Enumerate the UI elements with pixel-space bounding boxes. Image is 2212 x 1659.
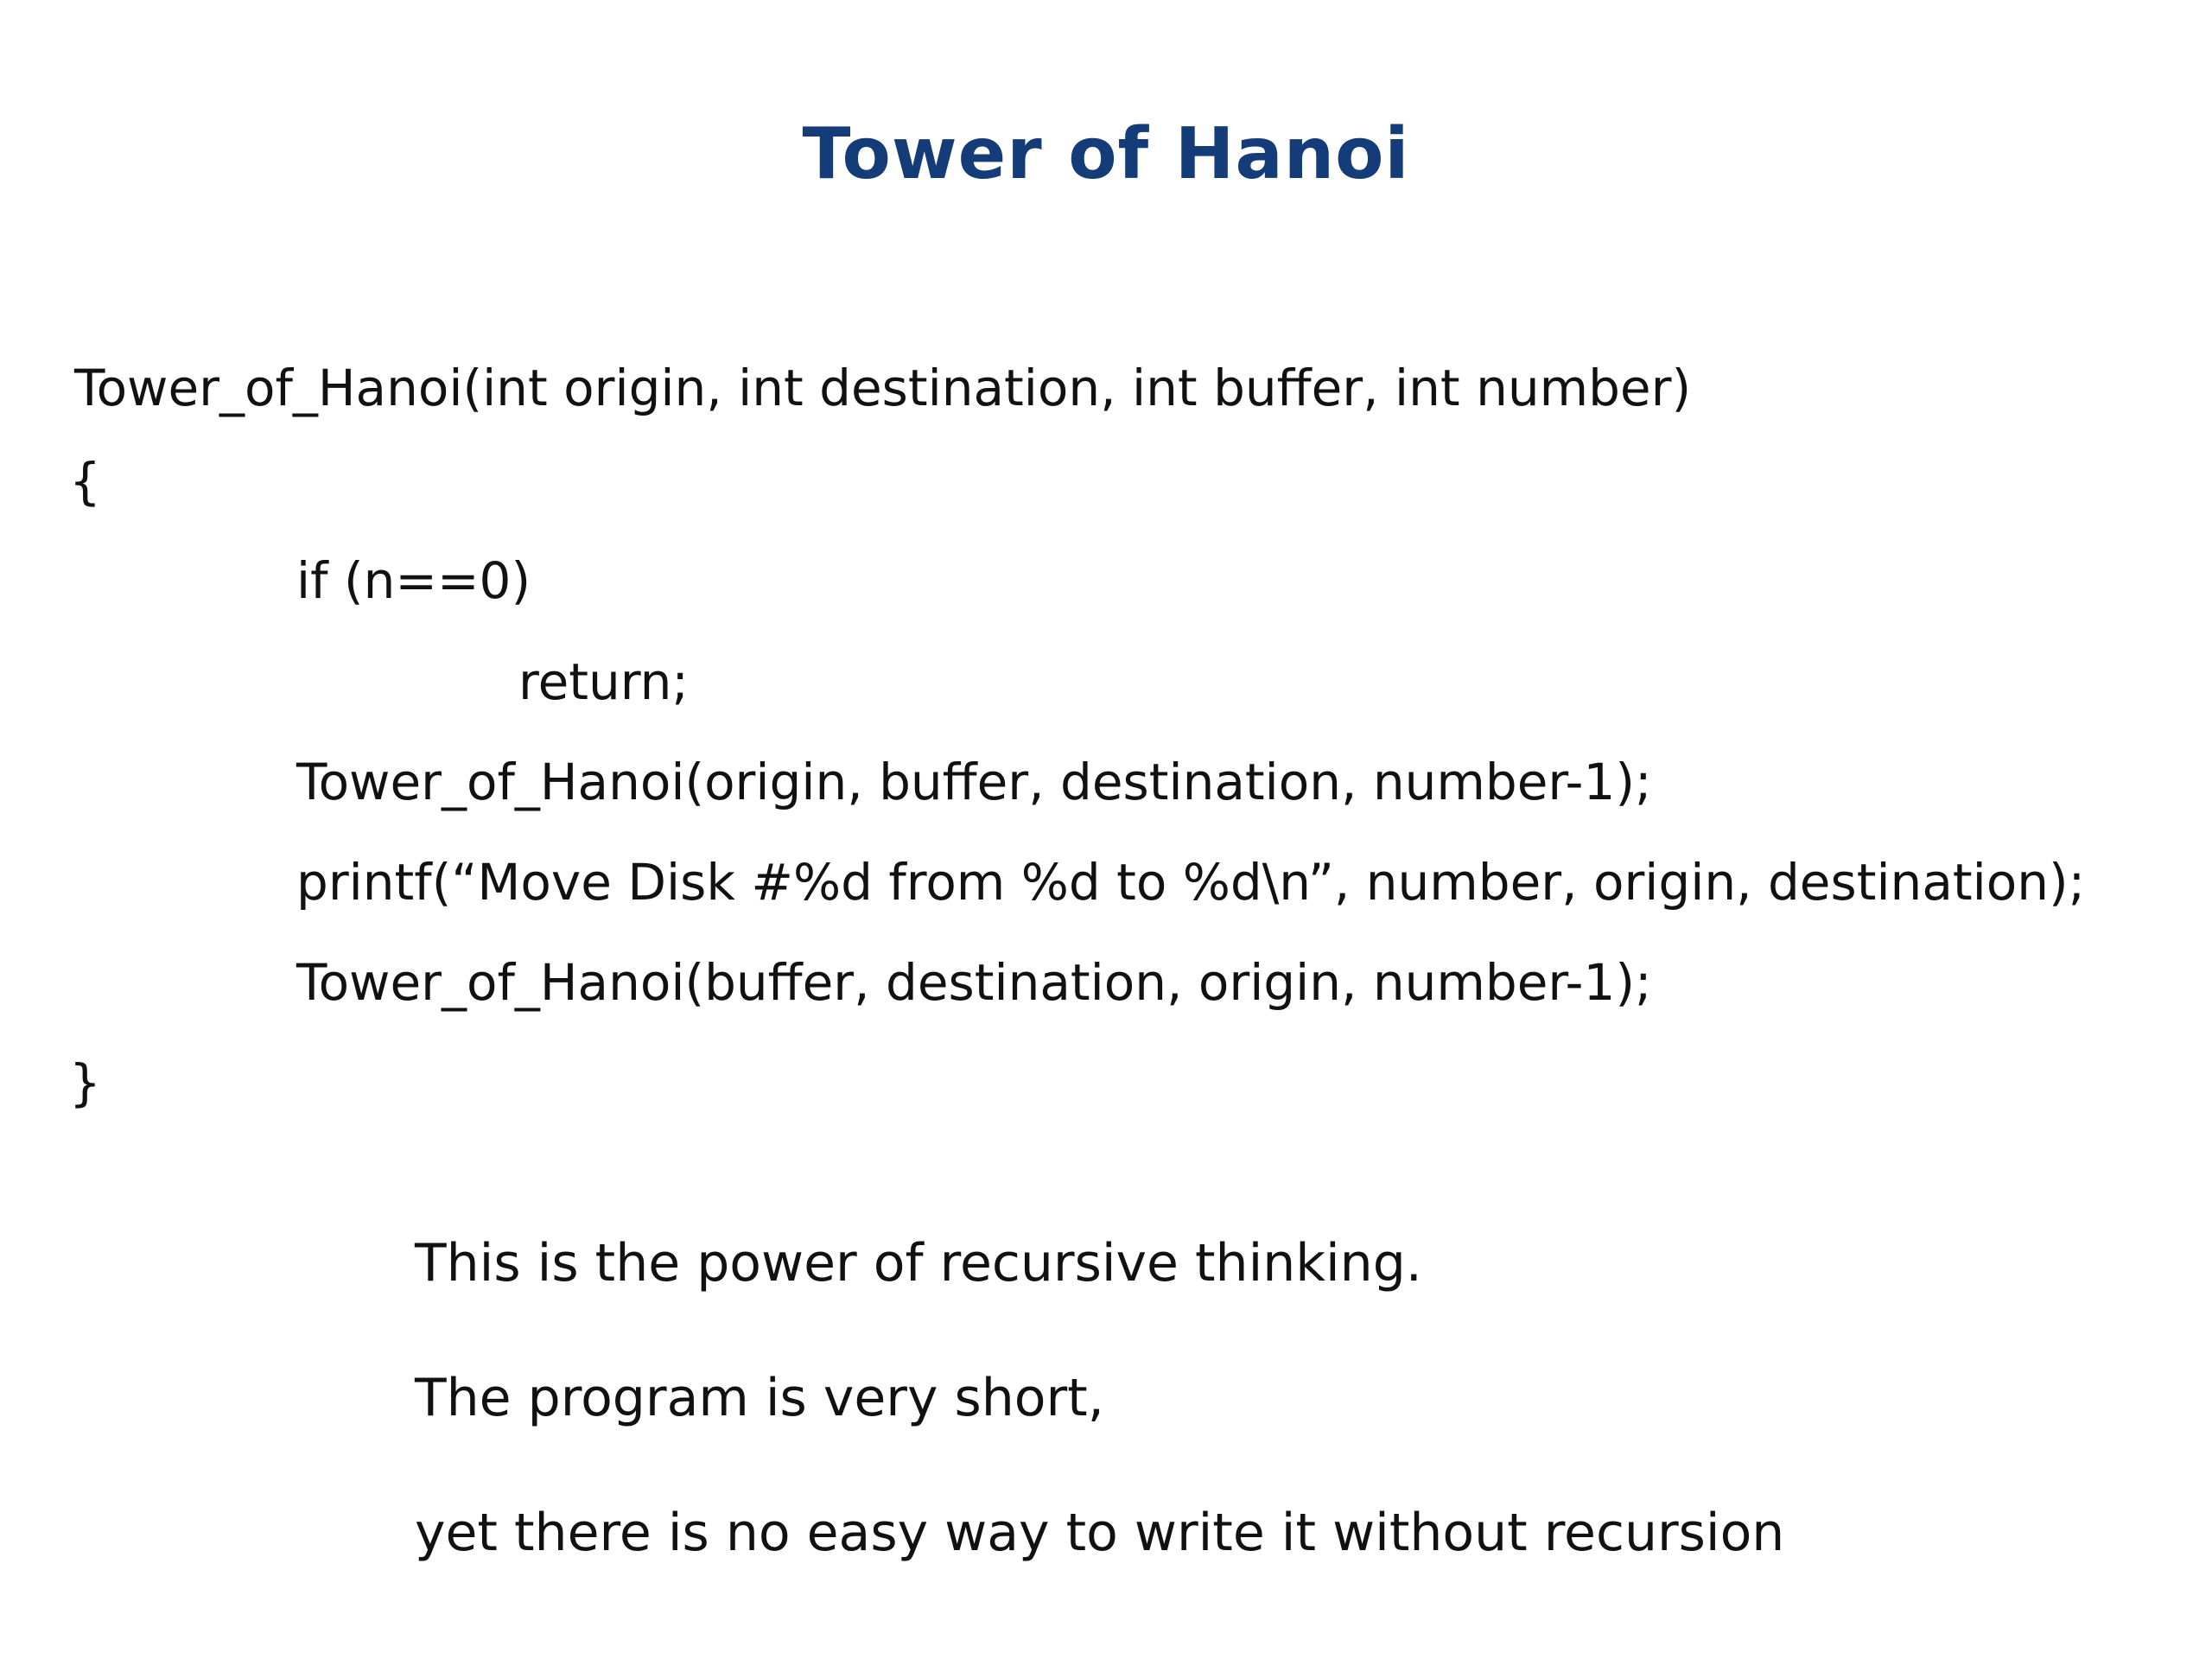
slide-title: Tower of Hanoi (802, 113, 1410, 195)
code-line-open-brace: { (69, 452, 101, 511)
code-line-function-signature: Tower_of_Hanoi(int origin, int destination, int buffer, int number) (74, 359, 1692, 417)
code-line-recursive-call-2: Tower_of_Hanoi(buffer, destination, origin, number-1); (296, 953, 1652, 1012)
note-line-3: yet there is no easy way to write it without recursion (415, 1503, 1785, 1563)
code-line-return: return; (518, 652, 689, 711)
note-line-1: This is the power of recursive thinking. (415, 1233, 1422, 1294)
code-line-printf: printf(“Move Disk #%d from %d to %d\n”, number, origin, destination); (296, 853, 2086, 912)
code-line-if: if (n==0) (296, 551, 531, 610)
note-line-2: The program is very short, (415, 1368, 1104, 1428)
code-line-recursive-call-1: Tower_of_Hanoi(origin, buffer, destination, number-1); (296, 753, 1652, 811)
code-line-close-brace: } (69, 1053, 101, 1112)
